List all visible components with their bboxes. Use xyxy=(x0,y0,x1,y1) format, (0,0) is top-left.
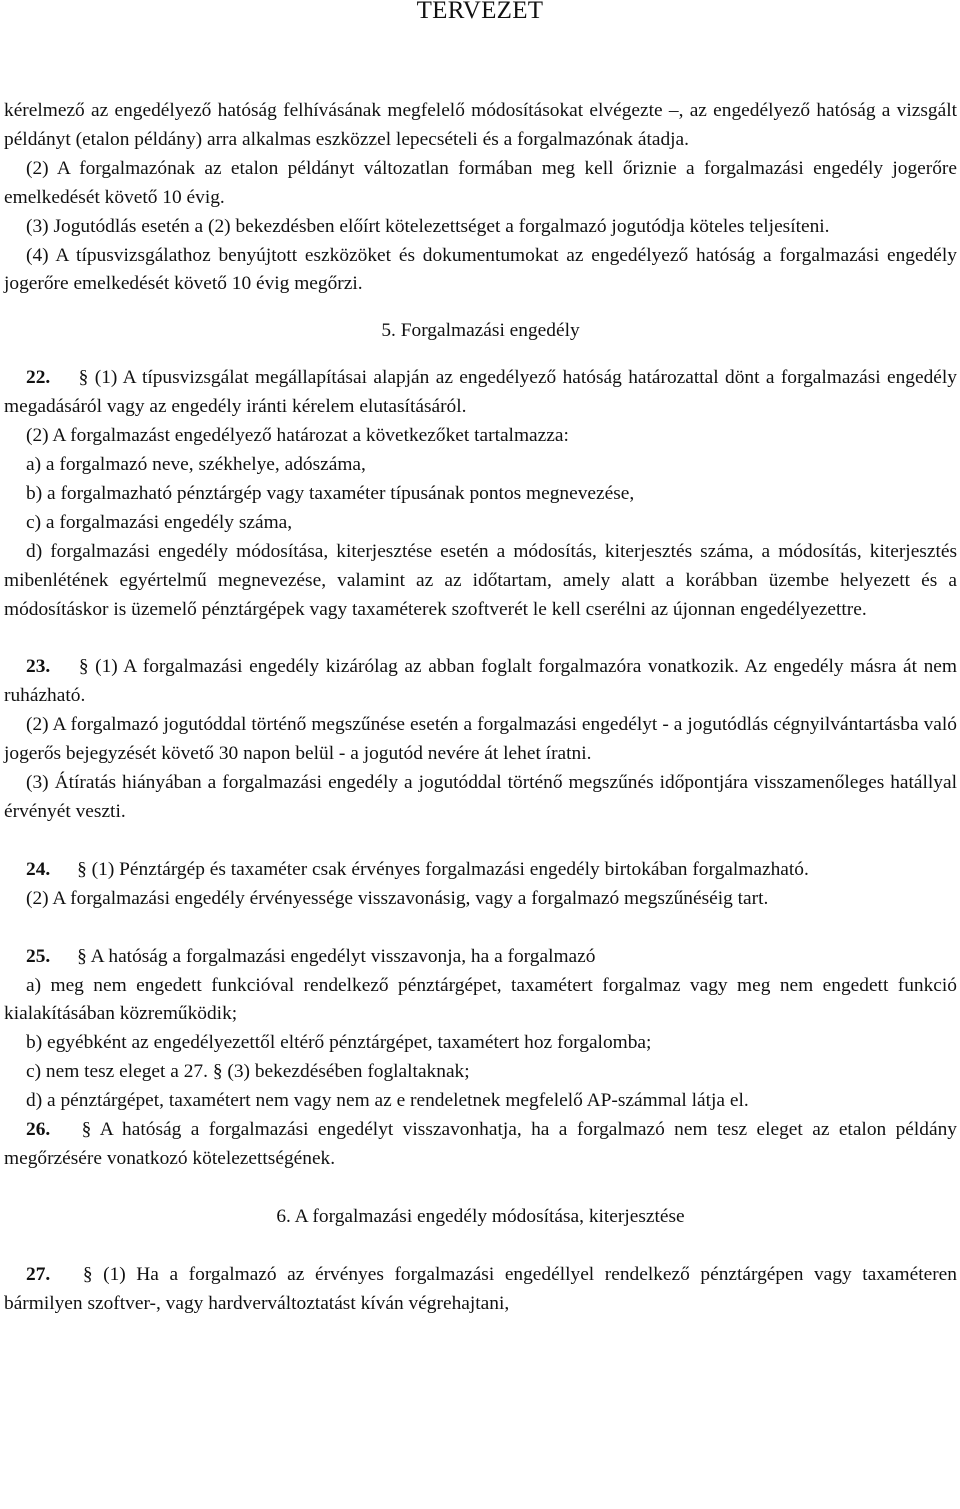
section-text: (1) A forgalmazási engedély kizárólag az abban foglalt forgalmazóra vonatkozik. Az engedély másra át nem ruházható. xyxy=(4,656,958,707)
paragraph-continuation: kérelmező az engedélyező hatóság felhívásának megfelelő módosításokat elvégezte –, az engedélyező hatóság a vizsgált példányt (etalon példány) arra alkalmas eszközzel lepecsételi és a forgalmazónak átadja. xyxy=(4,100,957,150)
section-number: 26. xyxy=(26,1119,51,1141)
section-text: (1) Ha a forgalmazó az érvényes forgalmazási engedéllyel rendelkező pénztárgépen vagy taxaméteren bármilyen szoftver-, vagy hardverváltoztatást kíván végrehajtani, xyxy=(4,1263,957,1314)
document-title: TERVEZET xyxy=(416,0,544,24)
section-22-para-1 xyxy=(4,364,957,422)
section-25-point-c: c) nem tesz eleget a 27. § (3) bekezdésében foglaltaknak; xyxy=(26,1061,470,1083)
section-27-para-1 xyxy=(4,1261,957,1319)
section-text: A hatóság a forgalmazási engedélyt visszavonhatja, ha a forgalmazó nem tesz eleget az etalon példány megőrzésére vonatkozó kötelezettségének. xyxy=(4,1119,957,1169)
section-23-para-1 xyxy=(4,653,957,711)
section-25-point-d: d) a pénztárgépet, taxamétert nem vagy nem az e rendeletnek megfelelő AP-számmal látja el. xyxy=(26,1090,749,1112)
section-text: A hatóság a forgalmazási engedélyt visszavonja, ha a forgalmazó xyxy=(90,945,596,967)
section-heading-6: 6. A forgalmazási engedély módosítása, kiterjesztése xyxy=(276,1205,685,1227)
section-sign: § xyxy=(77,945,87,967)
section-number: 25. xyxy=(26,945,51,967)
section-number: 23. xyxy=(26,656,51,678)
section-22-point-d: d) forgalmazási engedély módosítása, kiterjesztése esetén a módosítás, kiterjesztés száma, a módosítás, kiterjesztés mibenlétének egyértelmű megnevezése, valamint az az időtartam, amely alatt a korábban üzembe helyezett és a módosításkor is üzemelő pénztárgépek vagy taxaméterek szoftverét le kell cserélni az újonnan engedélyezettre. xyxy=(4,540,957,620)
section-23-para-2: (2) A forgalmazó jogutóddal történő megszűnése esetén a forgalmazási engedélyt - a jogutódlás cégnyilvántartásba való jogerős bejegyzését követő 30 napon belül - a jogutód nevére át lehet íratni. xyxy=(4,714,957,765)
section-25-point-b: b) egyébként az engedélyezettől eltérő pénztárgépet, taxamétert hoz forgalomba; xyxy=(26,1032,652,1054)
section-sign: § xyxy=(78,656,89,678)
document-body xyxy=(4,97,957,1319)
section-sign: § xyxy=(81,1119,92,1141)
section-sign: § xyxy=(82,1263,93,1285)
section-22-point-a: a) a forgalmazó neve, székhelye, adószáma, xyxy=(26,453,366,475)
section-24-para-1 xyxy=(4,856,957,885)
section-number: 24. xyxy=(26,858,51,880)
paragraph-4: (4) A típusvizsgálathoz benyújtott eszközöket és dokumentumokat az engedélyező hatóság a forgalmazási engedély jogerőre emelkedését követő 10 évig megőrzi. xyxy=(4,244,957,295)
section-sign: § xyxy=(78,367,89,389)
section-22-point-c: c) a forgalmazási engedély száma, xyxy=(26,511,293,533)
section-22-para-2: (2) A forgalmazást engedélyező határozat a következőket tartalmazza: xyxy=(26,425,569,447)
section-text: (1) A típusvizsgálat megállapításai alapján az engedélyező hatóság határozattal dönt a forgalmazási engedély megadásáról vagy az engedély iránti kérelem elutasításáról. xyxy=(4,367,957,418)
paragraph-3: (3) Jogutódlás esetén a (2) bekezdésben előírt kötelezettséget a forgalmazó jogutódja köteles teljesíteni. xyxy=(26,215,830,237)
section-number: 27. xyxy=(26,1263,51,1285)
paragraph-2: (2) A forgalmazónak az etalon példányt változatlan formában meg kell őriznie a forgalmazási engedély jogerőre emelkedését követő 10 évig. xyxy=(4,157,957,208)
section-24-para-2: (2) A forgalmazási engedély érvényessége visszavonásig, vagy a forgalmazó megszűnéséig tart. xyxy=(26,887,769,909)
section-26-para-1 xyxy=(4,1116,957,1174)
section-23-para-3: (3) Átíratás hiányában a forgalmazási engedély a jogutóddal történő megszűnés időpontjára visszamenőleges hatállyal érvényét veszti. xyxy=(4,772,957,822)
section-heading-5: 5. Forgalmazási engedély xyxy=(381,320,580,342)
section-25-intro xyxy=(4,943,957,972)
section-sign: § xyxy=(77,858,87,880)
section-25-point-a: a) meg nem engedett funkcióval rendelkező pénztárgépet, taxamétert forgalmaz vagy meg nem engedett funkció kialakításában közreműködik; xyxy=(4,974,957,1025)
section-22-point-b: b) a forgalmazható pénztárgép vagy taxaméter típusának pontos megnevezése, xyxy=(26,482,635,504)
section-text: (1) Pénztárgép és taxaméter csak érvényes forgalmazási engedély birtokában forgalmazható. xyxy=(91,858,809,880)
section-number: 22. xyxy=(26,367,51,389)
